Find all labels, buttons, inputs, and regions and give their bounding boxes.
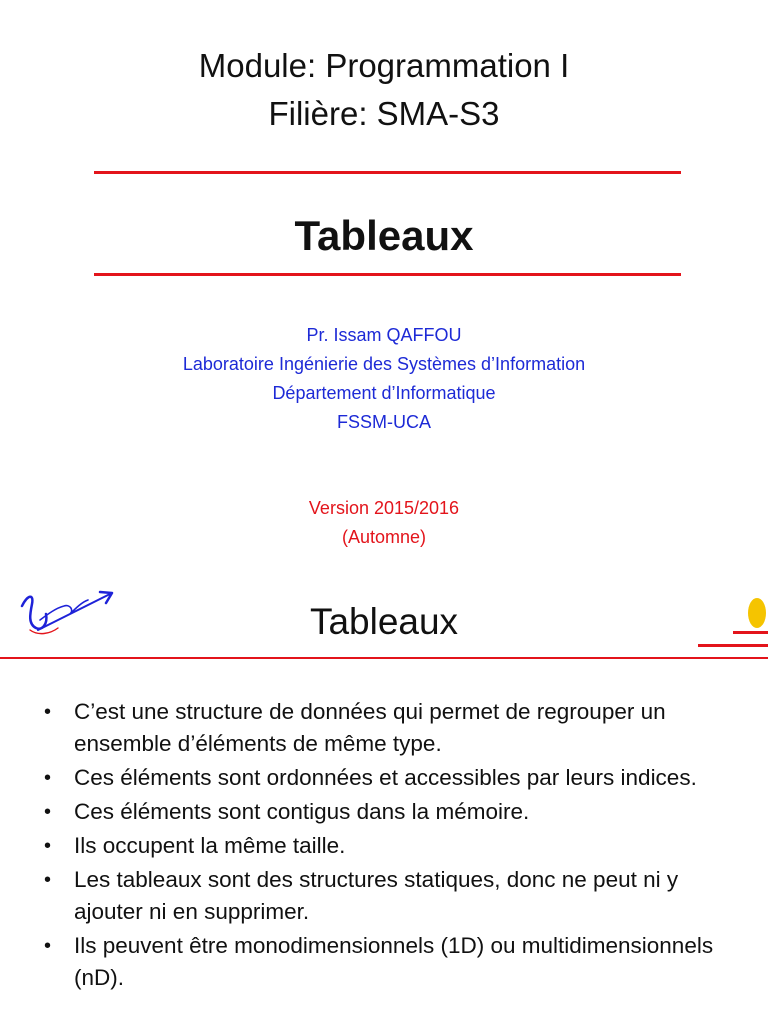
slide1-title: Tableaux xyxy=(294,212,474,259)
author-institution: FSSM-UCA xyxy=(337,412,431,432)
list-item: • Ils occupent la même taille. xyxy=(44,830,744,862)
top-divider xyxy=(94,171,681,174)
author-name: Pr. Issam QAFFOU xyxy=(306,325,462,345)
author-lab: Laboratoire Ingénierie des Systèmes d’Information xyxy=(182,354,586,374)
slide2-title: Tableaux xyxy=(309,601,459,642)
bullet-dot: • xyxy=(44,869,52,891)
bullet-dot: • xyxy=(44,935,52,957)
filiere-line: Filière: SMA-S3 xyxy=(268,95,500,132)
slide2-divider xyxy=(0,657,768,659)
list-item: • Les tableaux sont des structures statiques, donc ne peut ni y ajouter ni en supprimer. xyxy=(44,864,744,928)
author-block xyxy=(0,321,768,437)
version-block xyxy=(0,494,768,552)
author-department: Département d’Informatique xyxy=(272,383,496,403)
bullet-dot: • xyxy=(44,801,52,823)
list-item: • Ils peuvent être monodimensionnels (1D) ou multidimensionnels (nD). xyxy=(44,930,744,994)
list-item: • Ces éléments sont contigus dans la mémoire. xyxy=(44,796,744,828)
list-item: • C’est une structure de données qui permet de regrouper un ensemble d’éléments de même type. xyxy=(44,696,744,760)
bottom-divider xyxy=(94,273,681,276)
module-title: Module: Programmation I xyxy=(198,47,570,84)
version-label: Version 2015/2016 xyxy=(308,498,460,518)
bullet-dot: • xyxy=(44,701,52,723)
bullet-list xyxy=(44,696,744,996)
bullet-dot: • xyxy=(44,835,52,857)
sun-horizon-icon xyxy=(695,594,768,654)
list-item: • Ces éléments sont ordonnées et accessibles par leurs indices. xyxy=(44,762,744,794)
bullet-dot: • xyxy=(44,767,52,789)
season-label: (Automne) xyxy=(341,527,427,547)
